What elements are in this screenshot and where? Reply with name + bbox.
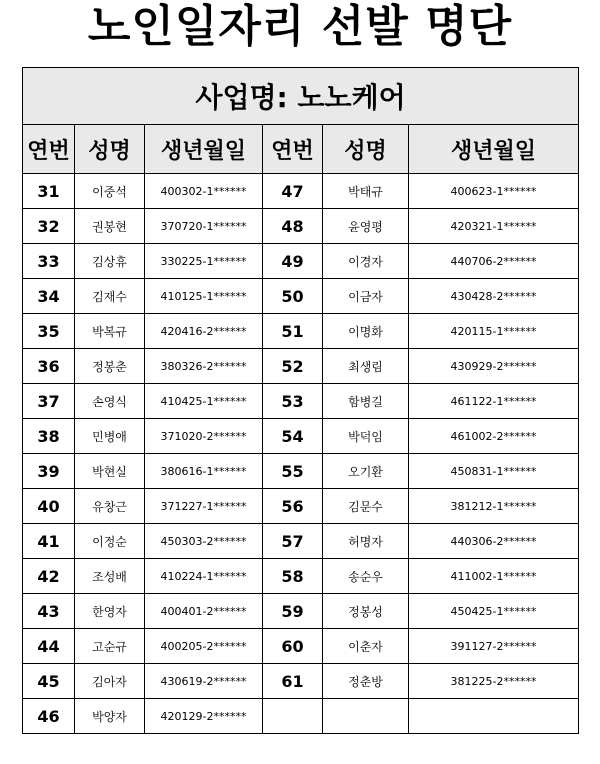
right-row-number: 48: [263, 209, 323, 244]
right-row-number: [263, 699, 323, 734]
left-row-birthdate: 380326-2******: [145, 349, 263, 384]
table-row: [23, 629, 579, 664]
right-row-birthdate: 400623-1******: [409, 174, 579, 209]
business-name: 사업명: 노노케어: [23, 68, 579, 125]
right-row-birthdate: 391127-2******: [409, 629, 579, 664]
left-row-number: 44: [23, 629, 75, 664]
right-row-name: 이금자: [323, 279, 409, 314]
left-row-birthdate: 400302-1******: [145, 174, 263, 209]
right-row-birthdate: 450425-1******: [409, 594, 579, 629]
left-row-birthdate: 371020-2******: [145, 419, 263, 454]
right-row-number: 59: [263, 594, 323, 629]
left-row-birthdate: 380616-1******: [145, 454, 263, 489]
left-row-name: 권봉현: [75, 209, 145, 244]
left-row-name: 박양자: [75, 699, 145, 734]
left-row-number: 37: [23, 384, 75, 419]
header-name-right: 성명: [323, 125, 409, 174]
left-row-name: 김상휴: [75, 244, 145, 279]
table-row: [23, 244, 579, 279]
right-row-name: 최생림: [323, 349, 409, 384]
business-name-row: [23, 68, 579, 125]
table-row: [23, 174, 579, 209]
right-row-name: 윤영평: [323, 209, 409, 244]
right-row-number: 55: [263, 454, 323, 489]
right-row-number: 57: [263, 524, 323, 559]
left-row-birthdate: 410224-1******: [145, 559, 263, 594]
left-row-name: 이중석: [75, 174, 145, 209]
right-row-birthdate: 461122-1******: [409, 384, 579, 419]
right-row-name: 이경자: [323, 244, 409, 279]
right-row-number: 56: [263, 489, 323, 524]
left-row-birthdate: 410425-1******: [145, 384, 263, 419]
right-row-name: 허명자: [323, 524, 409, 559]
left-row-birthdate: 330225-1******: [145, 244, 263, 279]
left-row-number: 42: [23, 559, 75, 594]
right-row-number: 60: [263, 629, 323, 664]
right-row-birthdate: 381225-2******: [409, 664, 579, 699]
left-row-name: 유창근: [75, 489, 145, 524]
table-row: [23, 384, 579, 419]
left-row-number: 36: [23, 349, 75, 384]
header-no-left: 연번: [23, 125, 75, 174]
right-row-number: 47: [263, 174, 323, 209]
right-row-birthdate: 411002-1******: [409, 559, 579, 594]
left-row-number: 35: [23, 314, 75, 349]
left-row-number: 34: [23, 279, 75, 314]
right-row-name: 박덕임: [323, 419, 409, 454]
left-row-name: 김아자: [75, 664, 145, 699]
left-row-birthdate: 450303-2******: [145, 524, 263, 559]
right-row-number: 61: [263, 664, 323, 699]
right-row-birthdate: [409, 699, 579, 734]
left-row-name: 박복규: [75, 314, 145, 349]
left-row-birthdate: 400401-2******: [145, 594, 263, 629]
table-row: [23, 454, 579, 489]
table-row: [23, 594, 579, 629]
page-title: 노인일자리 선발 명단: [87, 1, 513, 52]
left-row-number: 41: [23, 524, 75, 559]
right-row-number: 50: [263, 279, 323, 314]
table-row: [23, 699, 579, 734]
right-row-number: 53: [263, 384, 323, 419]
left-row-number: 45: [23, 664, 75, 699]
left-row-number: 46: [23, 699, 75, 734]
left-row-name: 김재수: [75, 279, 145, 314]
selection-roster-table: [22, 67, 579, 734]
left-row-name: 조성배: [75, 559, 145, 594]
left-row-name: 한영자: [75, 594, 145, 629]
left-row-birthdate: 410125-1******: [145, 279, 263, 314]
right-row-name: 정봉성: [323, 594, 409, 629]
right-row-number: 58: [263, 559, 323, 594]
right-row-name: 정춘방: [323, 664, 409, 699]
right-row-birthdate: 461002-2******: [409, 419, 579, 454]
header-name-left: 성명: [75, 125, 145, 174]
left-row-number: 38: [23, 419, 75, 454]
table-row: [23, 524, 579, 559]
right-row-number: 54: [263, 419, 323, 454]
right-row-birthdate: 420115-1******: [409, 314, 579, 349]
left-row-name: 정봉춘: [75, 349, 145, 384]
right-row-birthdate: 381212-1******: [409, 489, 579, 524]
table-row: [23, 209, 579, 244]
left-row-birthdate: 371227-1******: [145, 489, 263, 524]
table-row: [23, 419, 579, 454]
table-row: [23, 349, 579, 384]
right-row-birthdate: 440306-2******: [409, 524, 579, 559]
right-row-name: 함병길: [323, 384, 409, 419]
right-row-birthdate: 420321-1******: [409, 209, 579, 244]
right-row-birthdate: 430929-2******: [409, 349, 579, 384]
right-row-name: 오기환: [323, 454, 409, 489]
left-row-birthdate: 400205-2******: [145, 629, 263, 664]
left-row-name: 이정순: [75, 524, 145, 559]
table-row: [23, 489, 579, 524]
left-row-number: 40: [23, 489, 75, 524]
table-row: [23, 664, 579, 699]
table-row: [23, 279, 579, 314]
right-row-birthdate: 450831-1******: [409, 454, 579, 489]
left-row-number: 43: [23, 594, 75, 629]
header-birth-right: 생년월일: [409, 125, 579, 174]
right-row-name: 박태규: [323, 174, 409, 209]
right-row-name: 이명화: [323, 314, 409, 349]
right-row-number: 49: [263, 244, 323, 279]
right-row-name: 이춘자: [323, 629, 409, 664]
left-row-name: 고순규: [75, 629, 145, 664]
left-row-number: 39: [23, 454, 75, 489]
left-row-birthdate: 430619-2******: [145, 664, 263, 699]
table-row: [23, 559, 579, 594]
table-row: [23, 314, 579, 349]
left-row-number: 33: [23, 244, 75, 279]
left-row-name: 박현실: [75, 454, 145, 489]
right-row-birthdate: 430428-2******: [409, 279, 579, 314]
right-row-name: 김문수: [323, 489, 409, 524]
right-row-name: [323, 699, 409, 734]
header-row: [23, 125, 579, 174]
left-row-name: 손영식: [75, 384, 145, 419]
left-row-number: 31: [23, 174, 75, 209]
right-row-name: 송순우: [323, 559, 409, 594]
left-row-birthdate: 420416-2******: [145, 314, 263, 349]
left-row-number: 32: [23, 209, 75, 244]
header-no-right: 연번: [263, 125, 323, 174]
left-row-name: 민병애: [75, 419, 145, 454]
right-row-birthdate: 440706-2******: [409, 244, 579, 279]
left-row-birthdate: 370720-1******: [145, 209, 263, 244]
right-row-number: 52: [263, 349, 323, 384]
header-birth-left: 생년월일: [145, 125, 263, 174]
left-row-birthdate: 420129-2******: [145, 699, 263, 734]
right-row-number: 51: [263, 314, 323, 349]
